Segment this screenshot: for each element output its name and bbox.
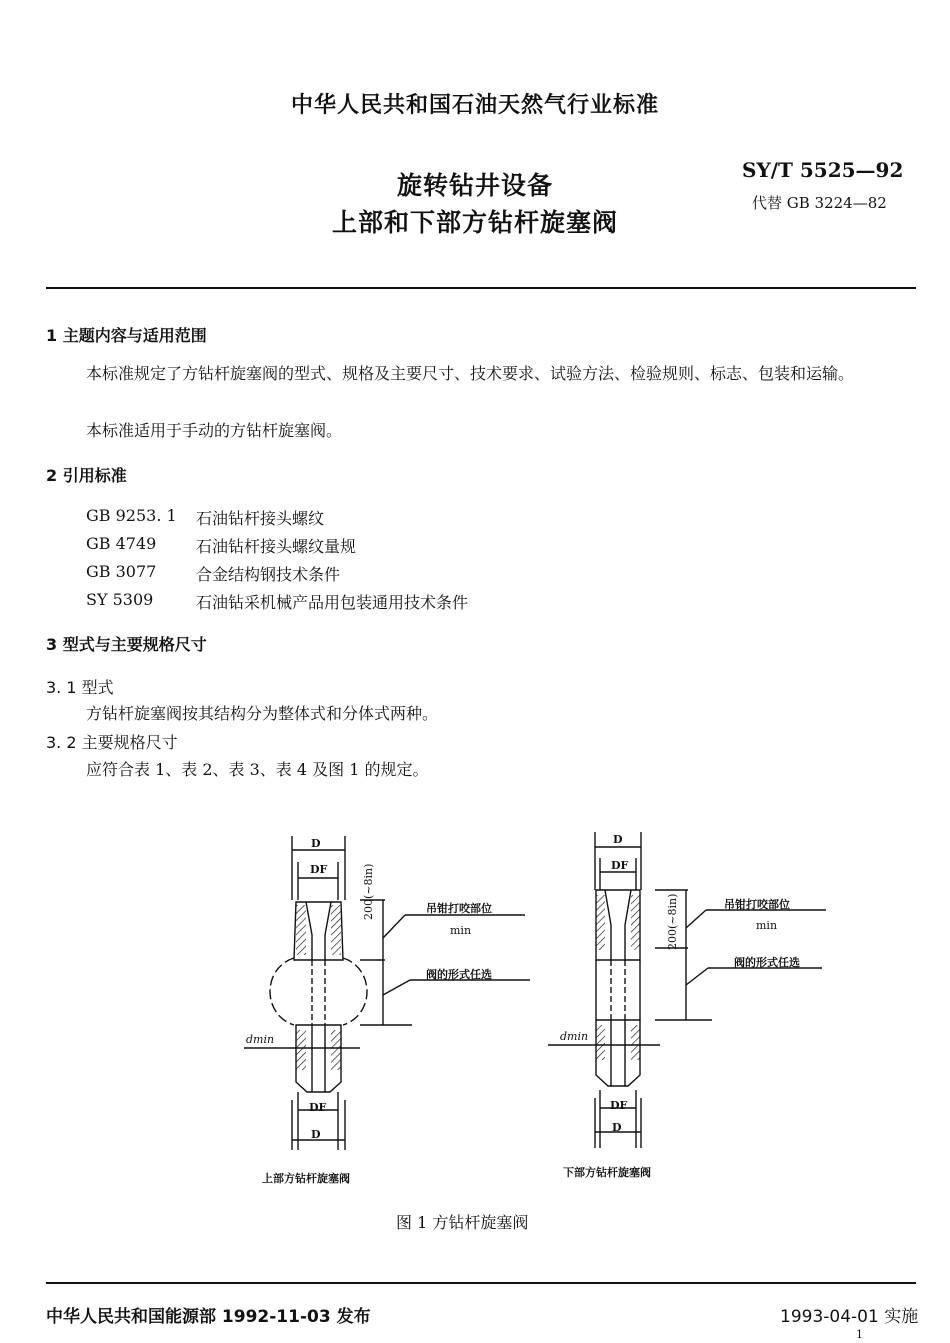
right-min-label: min — [756, 919, 778, 932]
kelly-valve-figure — [0, 820, 950, 1200]
left-dim-DF-top: DF — [310, 863, 328, 876]
section-3-2-heading: 3. 2 主要规格尺寸 — [46, 733, 178, 752]
left-grip-label: 吊钳打咬部位 — [426, 902, 492, 915]
section-3-heading: 3 型式与主要规格尺寸 — [46, 635, 207, 654]
ref-name: 石油钻杆接头螺纹量规 — [196, 537, 357, 556]
section-1-paragraph-2: 本标准适用于手动的方钻杆旋塞阀。 — [86, 421, 343, 440]
left-dim-D-bottom: D — [311, 1128, 321, 1141]
section-3-2-paragraph: 应符合表 1、表 2、表 3、表 4 及图 1 的规定。 — [86, 760, 429, 779]
standard-category-title: 中华人民共和国石油天然气行业标准 — [290, 93, 659, 118]
section-2-heading: 2 引用标准 — [46, 466, 127, 485]
ref-code: GB 9253. 1 — [86, 506, 177, 525]
ref-code: SY 5309 — [86, 590, 154, 609]
ref-name: 石油钻采机械产品用包装通用技术条件 — [196, 593, 469, 612]
page-number: 1 — [856, 1328, 863, 1341]
standard-code: SY/T 5525—92 — [742, 158, 904, 182]
right-valve-label: 阀的形式任选 — [734, 956, 800, 969]
section-1-paragraph-1: 本标准规定了方钻杆旋塞阀的型式、规格及主要尺寸、技术要求、试验方法、检验规则、标志、包装和运输。 — [86, 364, 855, 383]
effective-date: 1993-04-01 实施 — [780, 1307, 919, 1327]
section-1-heading: 1 主题内容与适用范围 — [46, 326, 207, 345]
left-min-label: min — [450, 924, 472, 937]
left-figure-caption: 上部方钻杆旋塞阀 — [262, 1172, 350, 1185]
left-dim-DF-bottom: DF — [309, 1101, 327, 1114]
doc-title-line1: 旋转钻井设备 — [396, 171, 553, 200]
lower-kelly-valve-drawing — [548, 832, 826, 1148]
issuer-line: 中华人民共和国能源部 1992-11-03 发布 — [46, 1307, 371, 1327]
left-dim-length: 200(~8in) — [362, 863, 375, 920]
ref-code: GB 3077 — [86, 562, 157, 581]
replaces-code: 代替 GB 3224—82 — [752, 194, 887, 212]
right-dim-dmin: dmin — [560, 1030, 589, 1043]
right-dim-DF-bottom: DF — [610, 1099, 628, 1112]
right-figure-caption: 下部方钻杆旋塞阀 — [563, 1166, 651, 1179]
ref-name: 合金结构钢技术条件 — [196, 565, 341, 584]
right-dim-length: 200(~8in) — [666, 893, 679, 950]
section-3-1-paragraph: 方钻杆旋塞阀按其结构分为整体式和分体式两种。 — [86, 704, 439, 723]
footer-rule — [46, 1282, 916, 1284]
ref-code: GB 4749 — [86, 534, 157, 553]
left-valve-label: 阀的形式任选 — [426, 968, 492, 981]
right-dim-D-top: D — [613, 833, 623, 846]
ref-name: 石油钻杆接头螺纹 — [196, 509, 325, 528]
right-grip-label: 吊钳打咬部位 — [724, 898, 790, 911]
figure-caption: 图 1 方钻杆旋塞阀 — [396, 1213, 529, 1232]
right-dim-DF-top: DF — [611, 859, 629, 872]
left-dim-dmin: dmin — [246, 1033, 275, 1046]
section-3-1-heading: 3. 1 型式 — [46, 678, 114, 697]
upper-kelly-valve-drawing — [244, 836, 530, 1150]
left-dim-D-top: D — [311, 837, 321, 850]
header-rule — [46, 287, 916, 289]
doc-title-line2: 上部和下部方钻杆旋塞阀 — [331, 208, 618, 237]
right-dim-D-bottom: D — [612, 1121, 622, 1134]
